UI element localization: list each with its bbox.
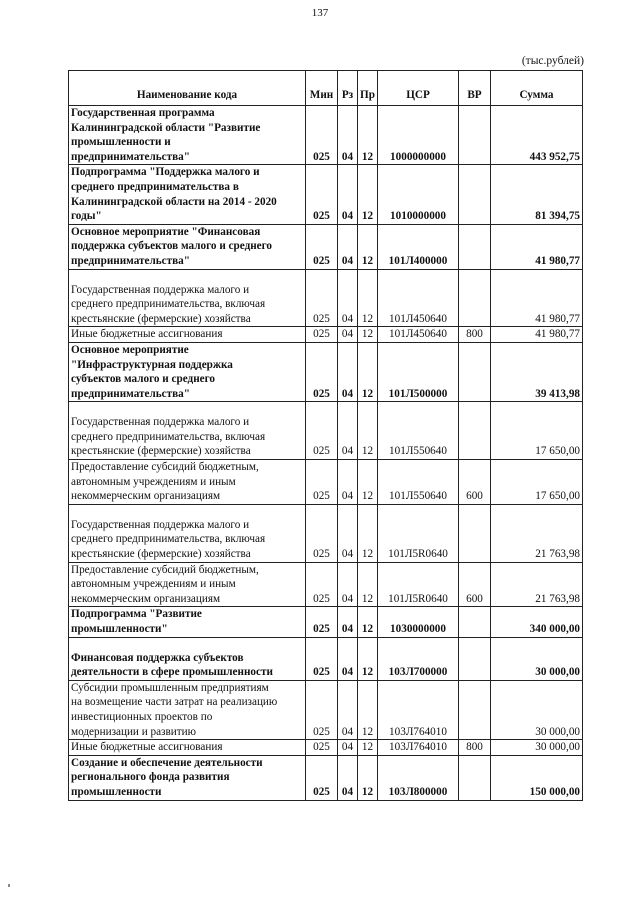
cell-csr: 101Л450640 bbox=[378, 269, 459, 327]
cell-pr: 12 bbox=[358, 327, 378, 343]
cell-csr: 1000000000 bbox=[378, 106, 459, 165]
page-number: 137 bbox=[311, 7, 329, 19]
cell-rz: 04 bbox=[338, 755, 358, 800]
cell-name: Финансовая поддержка субъектов деятельности в сфере промышленности bbox=[69, 637, 306, 680]
table-row bbox=[69, 327, 583, 343]
cell-pr: 12 bbox=[358, 607, 378, 637]
cell-rz: 04 bbox=[338, 637, 358, 680]
cell-min: 025 bbox=[306, 224, 338, 269]
cell-pr: 12 bbox=[358, 224, 378, 269]
cell-vr bbox=[459, 224, 491, 269]
cell-csr: 101Л550640 bbox=[378, 402, 459, 460]
cell-name: Предоставление субсидий бюджетным, автономным учреждениям и иным некоммерческим организациям bbox=[69, 562, 306, 607]
table-row bbox=[69, 504, 583, 562]
cell-sum: 340 000,00 bbox=[491, 607, 583, 637]
cell-sum: 150 000,00 bbox=[491, 755, 583, 800]
cell-name: Создание и обеспечение деятельности регионального фонда развития промышленности bbox=[69, 755, 306, 800]
table-row bbox=[69, 269, 583, 327]
cell-csr: 103Л764010 bbox=[378, 740, 459, 756]
cell-vr bbox=[459, 402, 491, 460]
cell-name: Субсидии промышленным предприятиям на возмещение части затрат на реализацию инвестиционных проектов по модернизации и развитию bbox=[69, 680, 306, 739]
cell-name: Иные бюджетные ассигнования bbox=[69, 327, 306, 343]
table-row bbox=[69, 106, 583, 165]
cell-vr: 600 bbox=[459, 562, 491, 607]
cell-min: 025 bbox=[306, 607, 338, 637]
cell-csr: 103Л764010 bbox=[378, 680, 459, 739]
cell-min: 025 bbox=[306, 342, 338, 401]
cell-vr bbox=[459, 607, 491, 637]
cell-name: Государственная поддержка малого и среднего предпринимательства, включая крестьянские (фермерские) хозяйства bbox=[69, 504, 306, 562]
cell-pr: 12 bbox=[358, 740, 378, 756]
table-row bbox=[69, 607, 583, 637]
cell-vr bbox=[459, 269, 491, 327]
cell-pr: 12 bbox=[358, 165, 378, 224]
cell-pr: 12 bbox=[358, 106, 378, 165]
cell-name: Государственная поддержка малого и среднего предпринимательства, включая крестьянские (фермерские) хозяйства bbox=[69, 402, 306, 460]
cell-rz: 04 bbox=[338, 402, 358, 460]
table-row bbox=[69, 680, 583, 739]
cell-min: 025 bbox=[306, 269, 338, 327]
header-row bbox=[69, 71, 583, 106]
header-vr: ВР bbox=[459, 71, 491, 106]
units-label: (тыс.рублей) bbox=[521, 55, 584, 67]
cell-min: 025 bbox=[306, 327, 338, 343]
cell-rz: 04 bbox=[338, 165, 358, 224]
header-pr: Пр bbox=[358, 71, 378, 106]
cell-sum: 30 000,00 bbox=[491, 740, 583, 756]
table-row bbox=[69, 402, 583, 460]
table-row bbox=[69, 165, 583, 224]
cell-min: 025 bbox=[306, 165, 338, 224]
cell-csr: 101Л500000 bbox=[378, 342, 459, 401]
cell-csr: 101Л400000 bbox=[378, 224, 459, 269]
cell-vr: 800 bbox=[459, 740, 491, 756]
cell-rz: 04 bbox=[338, 269, 358, 327]
cell-name: Подпрограмма "Поддержка малого и среднего предпринимательства в Калининградской области на 2014 - 2020 годы" bbox=[69, 165, 306, 224]
cell-vr bbox=[459, 504, 491, 562]
table-row bbox=[69, 637, 583, 680]
cell-sum: 41 980,77 bbox=[491, 327, 583, 343]
header-rz: Рз bbox=[338, 71, 358, 106]
table-body bbox=[69, 106, 583, 801]
table-row bbox=[69, 342, 583, 401]
cell-sum: 30 000,00 bbox=[491, 680, 583, 739]
cell-sum: 443 952,75 bbox=[491, 106, 583, 165]
cell-name: Подпрограмма "Развитие промышленности" bbox=[69, 607, 306, 637]
cell-csr: 1030000000 bbox=[378, 607, 459, 637]
cell-rz: 04 bbox=[338, 680, 358, 739]
table-row bbox=[69, 460, 583, 505]
cell-csr: 1010000000 bbox=[378, 165, 459, 224]
cell-name: Государственная программа Калининградской области "Развитие промышленности и предпринимательства" bbox=[69, 106, 306, 165]
cell-rz: 04 bbox=[338, 327, 358, 343]
cell-sum: 17 650,00 bbox=[491, 402, 583, 460]
cell-min: 025 bbox=[306, 504, 338, 562]
cell-sum: 21 763,98 bbox=[491, 562, 583, 607]
cell-pr: 12 bbox=[358, 637, 378, 680]
cell-name: Иные бюджетные ассигнования bbox=[69, 740, 306, 756]
cell-min: 025 bbox=[306, 740, 338, 756]
cell-pr: 12 bbox=[358, 342, 378, 401]
cell-min: 025 bbox=[306, 562, 338, 607]
cell-min: 025 bbox=[306, 680, 338, 739]
cell-csr: 103Л700000 bbox=[378, 637, 459, 680]
table-row bbox=[69, 562, 583, 607]
cell-csr: 101Л5R0640 bbox=[378, 504, 459, 562]
cell-rz: 04 bbox=[338, 504, 358, 562]
cell-sum: 30 000,00 bbox=[491, 637, 583, 680]
cell-pr: 12 bbox=[358, 460, 378, 505]
cell-name: Основное мероприятие "Инфраструктурная поддержка субъектов малого и среднего предпринимательства" bbox=[69, 342, 306, 401]
header-sum: Сумма bbox=[491, 71, 583, 106]
cell-vr: 600 bbox=[459, 460, 491, 505]
cell-rz: 04 bbox=[338, 607, 358, 637]
cell-csr: 101Л450640 bbox=[378, 327, 459, 343]
cell-vr bbox=[459, 165, 491, 224]
cell-sum: 39 413,98 bbox=[491, 342, 583, 401]
cell-pr: 12 bbox=[358, 680, 378, 739]
cell-pr: 12 bbox=[358, 269, 378, 327]
cell-rz: 04 bbox=[338, 106, 358, 165]
cell-rz: 04 bbox=[338, 740, 358, 756]
cell-name: Основное мероприятие "Финансовая поддержка субъектов малого и среднего предпринимательства" bbox=[69, 224, 306, 269]
cell-min: 025 bbox=[306, 460, 338, 505]
scan-mark bbox=[8, 884, 10, 887]
header-csr: ЦСР bbox=[378, 71, 459, 106]
cell-pr: 12 bbox=[358, 755, 378, 800]
cell-csr: 101Л5R0640 bbox=[378, 562, 459, 607]
cell-sum: 41 980,77 bbox=[491, 224, 583, 269]
cell-sum: 81 394,75 bbox=[491, 165, 583, 224]
cell-sum: 17 650,00 bbox=[491, 460, 583, 505]
cell-min: 025 bbox=[306, 106, 338, 165]
cell-sum: 21 763,98 bbox=[491, 504, 583, 562]
cell-pr: 12 bbox=[358, 402, 378, 460]
table-row bbox=[69, 740, 583, 756]
cell-rz: 04 bbox=[338, 460, 358, 505]
cell-vr bbox=[459, 680, 491, 739]
cell-vr bbox=[459, 755, 491, 800]
cell-pr: 12 bbox=[358, 562, 378, 607]
header-name: Наименование кода bbox=[69, 71, 306, 106]
cell-min: 025 bbox=[306, 755, 338, 800]
cell-sum: 41 980,77 bbox=[491, 269, 583, 327]
cell-vr bbox=[459, 637, 491, 680]
cell-csr: 103Л800000 bbox=[378, 755, 459, 800]
cell-min: 025 bbox=[306, 637, 338, 680]
cell-pr: 12 bbox=[358, 504, 378, 562]
cell-rz: 04 bbox=[338, 342, 358, 401]
cell-csr: 101Л550640 bbox=[378, 460, 459, 505]
cell-vr: 800 bbox=[459, 327, 491, 343]
cell-min: 025 bbox=[306, 402, 338, 460]
cell-vr bbox=[459, 106, 491, 165]
cell-rz: 04 bbox=[338, 562, 358, 607]
cell-name: Государственная поддержка малого и среднего предпринимательства, включая крестьянские (фермерские) хозяйства bbox=[69, 269, 306, 327]
budget-table bbox=[68, 70, 583, 801]
cell-vr bbox=[459, 342, 491, 401]
cell-rz: 04 bbox=[338, 224, 358, 269]
header-min: Мин bbox=[306, 71, 338, 106]
table-row bbox=[69, 224, 583, 269]
cell-name: Предоставление субсидий бюджетным, автономным учреждениям и иным некоммерческим организациям bbox=[69, 460, 306, 505]
table-row bbox=[69, 755, 583, 800]
